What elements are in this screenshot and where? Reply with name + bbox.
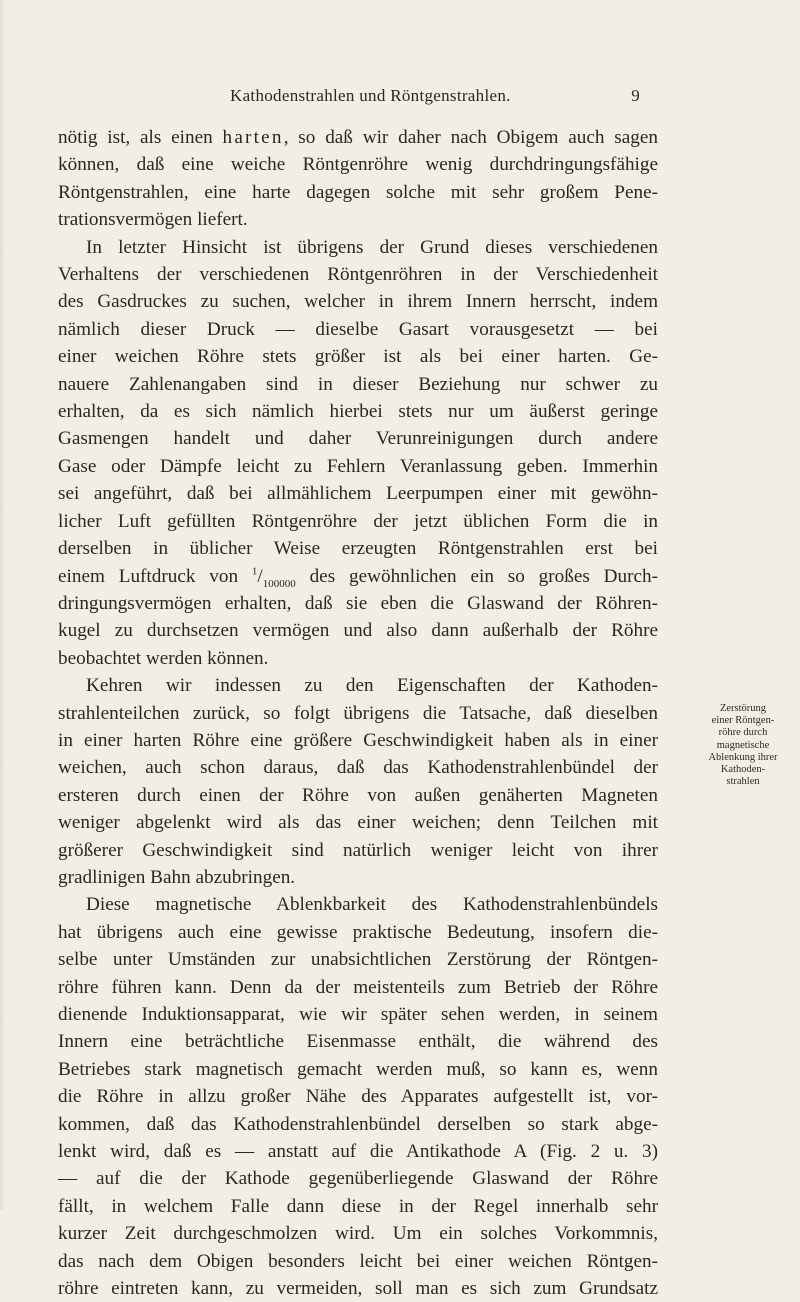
text-line: hat übrigens auch eine gewisse praktische Bedeutung, insofern die- bbox=[58, 921, 658, 943]
text-line: nötig ist, als einen harten, so daß wir daher nach Obigem auch sagen bbox=[58, 127, 658, 148]
text-line: selbe unter Umständen zur unabsichtlichen Zerstörung der Röntgen- bbox=[58, 949, 658, 971]
margin-note-line: Zerstörung bbox=[719, 703, 767, 714]
text-line: In letzter Hinsicht ist übrigens der Grund dieses verschiedenen bbox=[86, 236, 658, 258]
text-line: kugel zu durchsetzen vermögen und also dann außerhalb der Röhre bbox=[58, 620, 658, 642]
text-line: Innern eine beträchtliche Eisenmasse enthält, die während des bbox=[58, 1031, 658, 1053]
body-text bbox=[58, 124, 658, 1302]
text-line: ersteren durch einen der Röhre von außen genäherten Magneten bbox=[58, 784, 658, 806]
text-line: Betriebes stark magnetisch gemacht werden muß, so kann es, wenn bbox=[58, 1058, 658, 1080]
text-line: — auf die der Kathode gegenüberliegende Glaswand der Röhre bbox=[58, 1168, 658, 1190]
text-line: nämlich dieser Druck — dieselbe Gasart vorausgesetzt — bei bbox=[58, 318, 658, 340]
text-line: einem Luftdruck von $^1/_{100000}$ des gewöhnlichen ein so großes Durch- bbox=[58, 565, 658, 590]
text-line: weniger abgelenkt wird als das einer weichen; denn Teilchen mit bbox=[58, 812, 658, 834]
text-line: Gase oder Dämpfe leicht zu Fehlern Veranlassung geben. Immerhin bbox=[58, 455, 658, 477]
margin-note-line: strahlen bbox=[726, 776, 760, 788]
text-line: trationsvermögen liefert. bbox=[58, 209, 248, 231]
text-line: des Gasdruckes zu suchen, welcher in ihrem Innern herrscht, indem bbox=[58, 291, 658, 313]
margin-note-line: Kathoden- bbox=[720, 764, 766, 776]
margin-note-line: röhre durch bbox=[718, 727, 768, 739]
text-line: die Röhre in allzu großer Nähe des Apparates aufgestellt ist, vor- bbox=[58, 1086, 658, 1108]
text-line: strahlenteilchen zurück, so folgt übrigens die Tatsache, daß dieselben bbox=[58, 702, 658, 724]
page-edge bbox=[0, 0, 6, 1210]
running-title: Kathodenstrahlen und Röntgenstrahlen. bbox=[230, 86, 511, 105]
running-header bbox=[230, 86, 640, 106]
text-line: kommen, daß das Kathodenstrahlenbündel derselben so stark abge- bbox=[58, 1113, 658, 1135]
text-line: Röntgenstrahlen, eine harte dagegen solche mit sehr großem Pene- bbox=[58, 181, 658, 203]
fraction-numerator: 1 bbox=[251, 565, 258, 578]
margin-note-line: Ablenkung ihrer bbox=[708, 751, 778, 763]
text-line: fällt, in welchem Falle dann diese in der Regel innerhalb sehr bbox=[58, 1195, 658, 1217]
margin-note bbox=[693, 703, 793, 788]
text-line: erhalten, da es sich nämlich hierbei stets nur um äußerst geringe bbox=[58, 401, 658, 423]
text-line: nauere Zahlenangaben sind in dieser Beziehung nur schwer zu bbox=[58, 373, 658, 395]
text-line: Kehren wir indessen zu den Eigenschaften der Kathoden- bbox=[86, 675, 658, 697]
page-number: 9 bbox=[631, 86, 640, 105]
emphasized-word: harten bbox=[222, 127, 284, 148]
text-line: einer weichen Röhre stets größer ist als bei einer harten. Ge- bbox=[58, 346, 658, 368]
text-line: können, daß eine weiche Röntgenröhre wenig durchdringungsfähige bbox=[58, 154, 658, 176]
text-line: sei angeführt, daß bei allmählichem Leerpumpen einer mit gewöhn- bbox=[58, 483, 658, 505]
margin-note-line: einer Röntgen- bbox=[711, 715, 775, 727]
text-line: Gasmengen handelt und daher Verunreinigungen durch andere bbox=[58, 428, 658, 450]
text-line: gradlinigen Bahn abzubringen. bbox=[58, 866, 296, 888]
text-line: Diese magnetische Ablenkbarkeit des Kathodenstrahlenbündels bbox=[86, 894, 658, 916]
text-line: dringungsvermögen erhalten, daß sie eben die Glaswand der Röhren- bbox=[58, 592, 658, 614]
text-line: derselben in üblicher Weise erzeugten Röntgenstrahlen erst bei bbox=[58, 538, 658, 560]
fraction-denominator: 100000 bbox=[262, 577, 296, 590]
text-line: dienende Induktionsapparat, wie wir später sehen werden, in seinem bbox=[58, 1004, 658, 1025]
text-line: beobachtet werden können. bbox=[58, 647, 269, 669]
text-line: licher Luft gefüllten Röntgenröhre der jetzt üblichen Form die in bbox=[58, 510, 658, 532]
text-line: größerer Geschwindigkeit sind natürlich weniger leicht von ihrer bbox=[58, 839, 658, 861]
text-line: in einer harten Röhre eine größere Geschwindigkeit haben als in einer bbox=[58, 729, 658, 751]
text-line: lenkt wird, daß es — anstatt auf die Antikathode A (Fig. 2 u. 3) bbox=[58, 1141, 658, 1163]
text-line: Verhaltens der verschiedenen Röntgenröhren in der Verschiedenheit bbox=[58, 264, 658, 286]
text-line: das nach dem Obigen besonders leicht bei einer weichen Röntgen- bbox=[58, 1250, 658, 1272]
text-line: kurzer Zeit durchgeschmolzen wird. Um ein solches Vorkommnis, bbox=[58, 1223, 658, 1245]
margin-note-line: magnetische bbox=[716, 739, 770, 751]
text-line: weichen, auch schon daraus, daß das Kathodenstrahlenbündel der bbox=[58, 757, 658, 779]
text-line: röhre eintreten kann, zu vermeiden, soll man es sich zum Grundsatz bbox=[58, 1278, 658, 1300]
text-line: röhre führen kann. Denn da der meistenteils zum Betrieb der Röhre bbox=[58, 976, 658, 998]
